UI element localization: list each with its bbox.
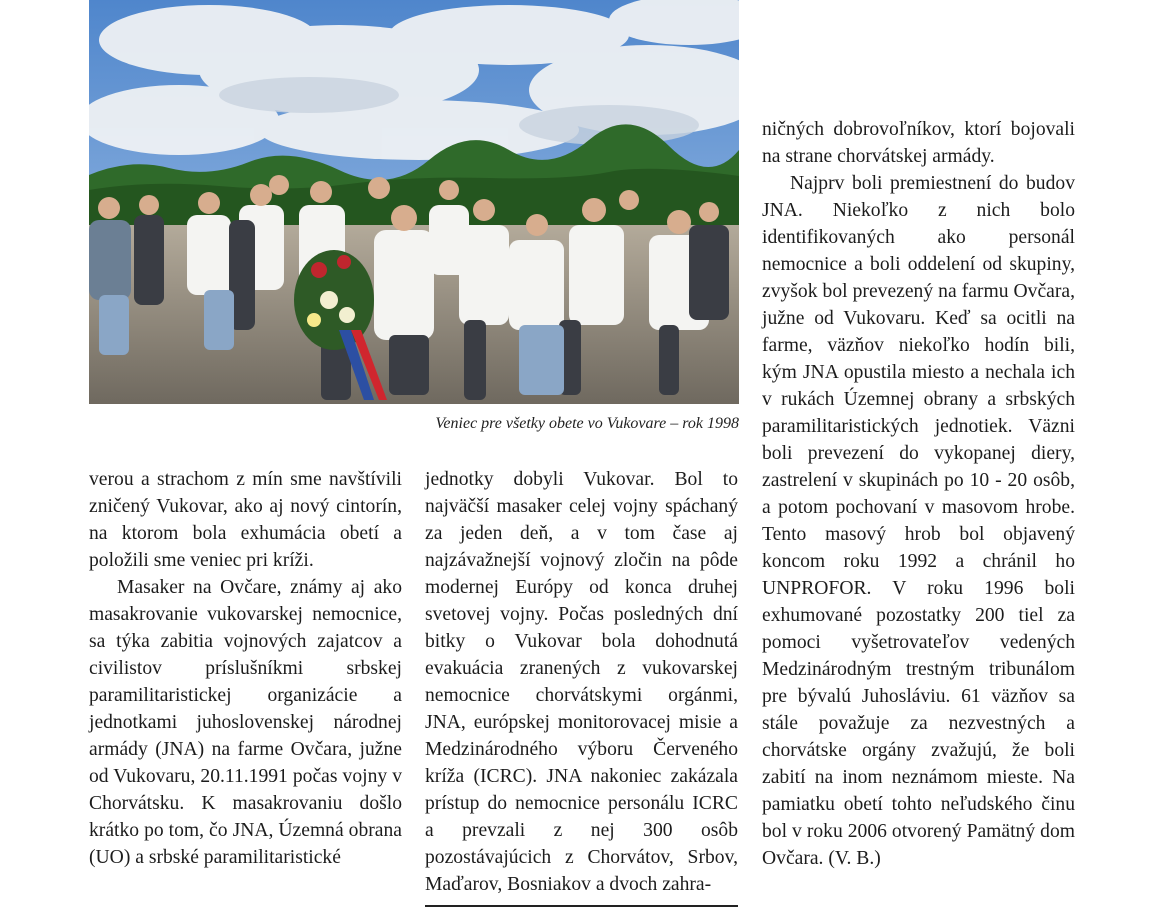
paragraph: Najprv boli premiestnení do budov JNA. Niekoľko z nich bolo identifikovaných ako personál nemocnice a boli oddelení od skupiny, zvyšok bol prevezený na farmu Ovčara, južne od Vukovaru. Keď sa ocitli na farme, väzňov niekoľko hodín bili, kým JNA opustila miesto a nechala ich v rukách Územnej obrany a srbských paramilitaristických jednotiek. Väzni boli prevezení do vykopanej diery, zastrelení v skupinách po 10 - 20 osôb, a potom pochovaní v masovom hrobe. Tento masový hrob bol objavený koncom roku 1992 a chránil ho UNPROFOR. V roku 1996 boli exhumované pozostatky 200 tiel za pomoci vyšetrovateľov vedených Medzinárodným trestným tribunálom pre bývalú Juhosláviu. 61 väzňov sa stále považuje za nezvestných a chorvátske orgány zvažujú, že boli zabití na inom neznámom mieste. Na pamiatku obetí tohto neľudského činu bol v roku 2006 otvorený Pamätný dom Ovčara. (V. B.) [762,173,1075,869]
paragraph: Masaker na Ovčare, známy aj ako masakrovanie vukovarskej nemocnice, sa týka zabitia vojnových zajatcov a civilistov príslušníkmi srbskej paramilitaristickej organizácie a jednotkami juhoslovenskej národnej armády (JNA) na farme Ovčara, južne od Vukovaru, 20.11.1991 počas vojny v Chorvátsku. K masakrovaniu došlo krátko po tom, čo JNA, Územná obrana (UO) a srbské paramilitaristické [89,577,402,868]
article-column-2 [425,466,738,898]
paragraph: jednotky dobyli Vukovar. Bol to najväčší masaker celej vojny spáchaný za jeden deň, a v tom čase aj najzávažnejší vojnový zločin na pôde modernej Európy od konca druhej svetovej vojny. Počas posledných dní bitky o Vukovar bola dohodnutá evakuácia zranených z vukovarskej nemocnice chorvátskymi orgánmi, JNA, európskej monitorovacej misie a Medzinárodného výboru Červeného kríža (ICRC). JNA nakoniec zakázala prístup do nemocnice personálu ICRC a prevzali z nej 300 osôb pozostávajúcich z Chorvátov, Srbov, Maďarov, Bosniakov a dvoch zahra- [425,469,738,895]
article-column-3 [762,116,1075,872]
paragraph: verou a strachom z mín sme navštívili zničený Vukovar, ako aj nový cintorín, na ktorom bola exhumácia obetí a položili sme veniec pri kríži. [89,469,402,571]
paragraph: ničných dobrovoľníkov, ktorí bojovali na strane chorvátskej armády. [762,119,1075,167]
column-divider-rule [425,905,738,907]
photo-caption: Veniec pre všetky obete vo Vukovare – rok 1998 [435,415,739,432]
group-photo-icon [89,0,739,404]
group-photo [89,0,739,404]
article-column-1 [89,466,402,871]
